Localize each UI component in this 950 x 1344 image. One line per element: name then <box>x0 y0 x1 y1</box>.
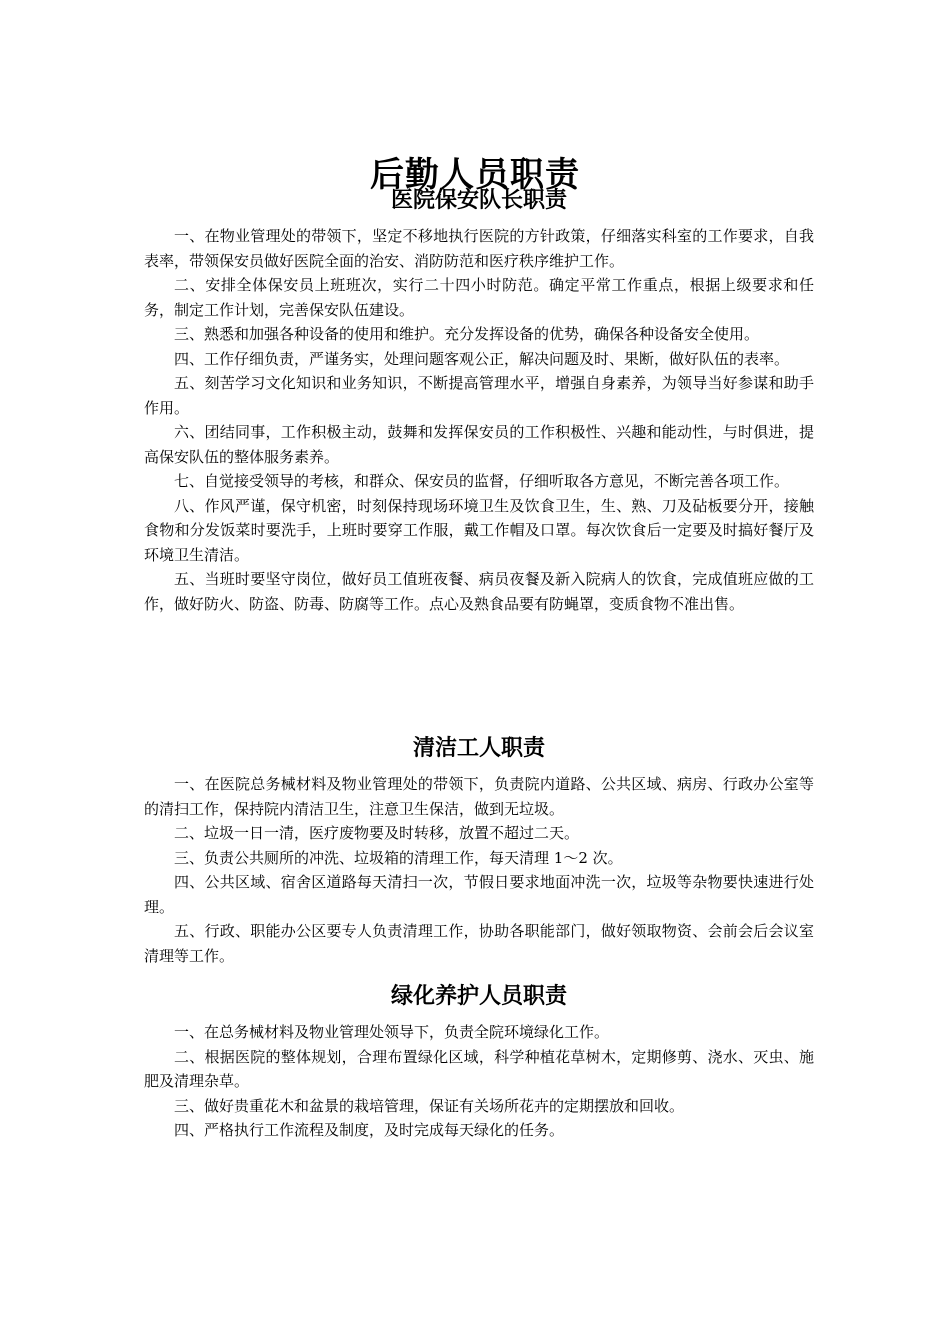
section-cleaning-staff <box>144 730 814 968</box>
paragraph: 一、在医院总务械材料及物业管理处的带领下，负责院内道路、公共区域、病房、行政办公室等的清扫工作，保持院内清洁卫生，注意卫生保洁，做到无垃圾。 <box>144 775 814 818</box>
paragraph: 一、在物业管理处的带领下，坚定不移地执行医院的方针政策，仔细落实科室的工作要求，自我表率，带领保安员做好医院全面的治安、消防防范和医疗秩序维护工作。 <box>144 227 814 270</box>
paragraph: 二、垃圾一日一清，医疗废物要及时转移，放置不超过二天。 <box>174 824 580 842</box>
paragraph: 六、团结同事，工作积极主动，鼓舞和发挥保安员的工作积极性、兴趣和能动性，与时俱进，提高保安队伍的整体服务素养。 <box>144 423 814 466</box>
paragraph: 三、熟悉和加强各种设备的使用和维护。充分发挥设备的优势，确保各种设备安全使用。 <box>174 325 760 343</box>
paragraph: 七、自觉接受领导的考核，和群众、保安员的监督，仔细听取各方意见，不断完善各项工作。 <box>174 472 790 490</box>
paragraph: 四、公共区域、宿舍区道路每天清扫一次，节假日要求地面冲洗一次，垃圾等杂物要快速进行处理。 <box>144 873 814 916</box>
paragraph: 三、负责公共厕所的冲洗、垃圾箱的清理工作，每天清理 1～2 次。 <box>174 848 623 867</box>
paragraph: 四、工作仔细负责，严谨务实，处理问题客观公正，解决问题及时、果断，做好队伍的表率。 <box>174 349 790 368</box>
section-greening-staff <box>144 978 814 1143</box>
section-title: 绿化养护人员职责 <box>390 983 567 1009</box>
paragraph: 二、根据医院的整体规划，合理布置绿化区域，科学种植花草树木，定期修剪、浇水、灭虫、施肥及清理杂草。 <box>144 1047 814 1090</box>
paragraph: 五、当班时要坚守岗位，做好员工值班夜餐、病员夜餐及新入院病人的饮食，完成值班应做的工作，做好防火、防盗、防毒、防腐等工作。点心及熟食品要有防蝇罩，变质食物不准出售。 <box>144 570 814 613</box>
paragraph: 八、作风严谨，保守机密，时刻保持现场环境卫生及饮食卫生，生、熟、刀及砧板要分开，接触食物和分发饭菜时要洗手，上班时要穿工作服，戴工作帽及口罩。每次饮食后一定要及时搞好餐厅及环境卫生清洁。 <box>144 496 814 564</box>
paragraph: 四、严格执行工作流程及制度，及时完成每天绿化的任务。 <box>174 1121 565 1139</box>
section-title: 清洁工人职责 <box>412 735 545 761</box>
paragraph: 一、在总务械材料及物业管理处领导下，负责全院环境绿化工作。 <box>174 1023 610 1041</box>
paragraph: 五、行政、职能办公区要专人负责清理工作，协助各职能部门，做好领取物资、会前会后会议室清理等工作。 <box>144 922 814 965</box>
paragraph: 二、安排全体保安员上班班次，实行二十四小时防范。确定平常工作重点，根据上级要求和任务，制定工作计划，完善保安队伍建设。 <box>144 276 814 319</box>
paragraph: 三、做好贵重花木和盆景的栽培管理，保证有关场所花卉的定期摆放和回收。 <box>174 1096 685 1115</box>
paragraph: 五、刻苦学习文化知识和业务知识，不断提高管理水平，增强自身素养，为领导当好参谋和助手作用。 <box>144 374 814 417</box>
section-security-captain <box>144 182 814 616</box>
section-title: 医院保安队长职责 <box>390 187 567 213</box>
document-title: 后勤人员职责 <box>370 154 580 195</box>
